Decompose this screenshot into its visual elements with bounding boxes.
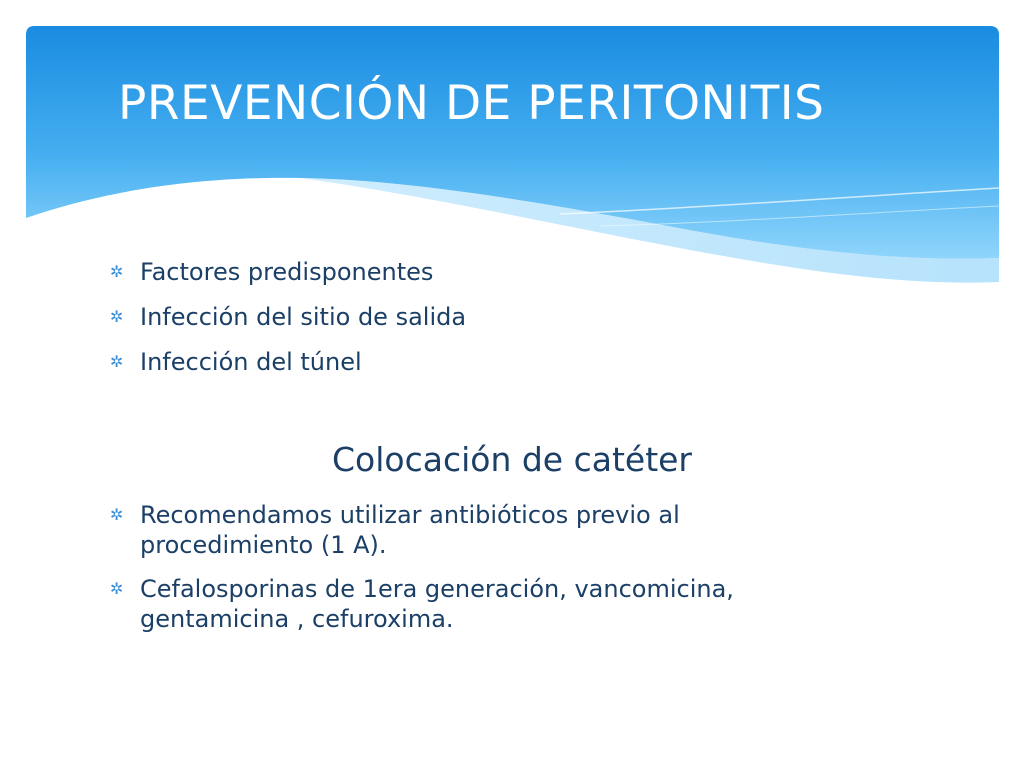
bullet-text: Infección del túnel	[140, 348, 362, 376]
bullet-list-top	[104, 257, 466, 392]
list-item	[104, 302, 466, 332]
section-subheading: Colocación de catéter	[331, 440, 693, 479]
slide-title: PREVENCIÓN DE PERITONITIS	[118, 76, 825, 131]
list-item	[104, 257, 466, 287]
asterisk-icon: ✲	[110, 352, 124, 371]
list-item	[104, 574, 860, 634]
asterisk-icon: ✲	[110, 579, 124, 598]
header-wave-banner	[0, 0, 1024, 300]
list-item	[104, 347, 466, 377]
bullet-list-bottom	[104, 500, 860, 648]
bullet-text: Recomendamos utilizar antibióticos previo al procedimiento (1 A).	[140, 501, 680, 559]
asterisk-icon: ✲	[110, 307, 124, 326]
list-item	[104, 500, 860, 560]
bullet-text: Cefalosporinas de 1era generación, vancomicina, gentamicina , cefuroxima.	[140, 575, 734, 633]
asterisk-icon: ✲	[110, 262, 124, 281]
bullet-text: Infección del sitio de salida	[140, 303, 467, 331]
asterisk-icon: ✲	[110, 505, 124, 524]
bullet-text: Factores predisponentes	[140, 258, 434, 286]
